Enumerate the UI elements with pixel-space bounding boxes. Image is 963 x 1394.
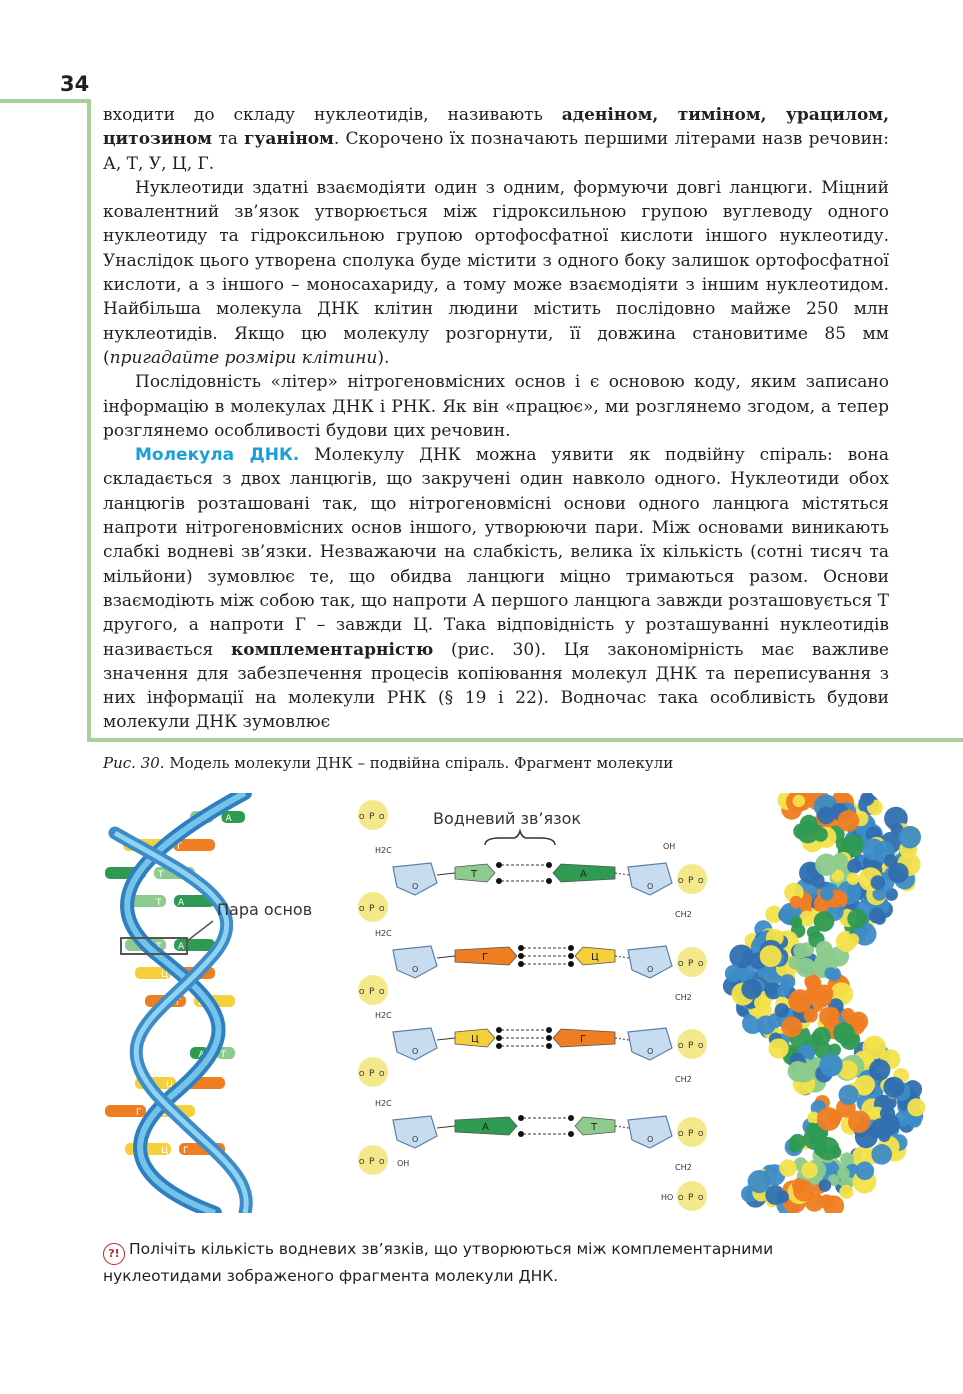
atom-sphere <box>725 965 742 982</box>
bond-atom <box>546 862 552 868</box>
oxygen-label: O <box>359 813 365 821</box>
atom-sphere <box>862 838 884 860</box>
bond-atom <box>496 1043 502 1049</box>
bold-term: гуаніном <box>244 129 334 150</box>
base-letter-right: А <box>178 898 185 908</box>
atom-sphere <box>869 908 885 924</box>
base-letter-right: Г <box>177 842 183 852</box>
glycosidic-bond <box>615 873 629 875</box>
atom-sphere <box>846 933 859 946</box>
ch2-label: CH2 <box>675 910 692 919</box>
bond-atom <box>568 961 574 967</box>
paragraph-4 <box>103 443 889 735</box>
ch2-label: CH2 <box>675 1163 692 1172</box>
ring-oxygen-label: O <box>412 1047 419 1056</box>
oxygen-label: O <box>678 1194 684 1202</box>
phosphorus-label: P <box>369 1069 375 1079</box>
double-helix-diagram <box>105 793 312 1213</box>
margin-rule-top <box>0 99 90 103</box>
h2c-label: H2C <box>375 929 392 938</box>
atom-sphere <box>856 1162 875 1181</box>
paragraph-1 <box>103 103 889 176</box>
figure-30 <box>95 793 963 1213</box>
chem-base-letter: Г <box>580 1034 587 1045</box>
oxygen-label: O <box>359 1158 365 1166</box>
oxygen-label: O <box>678 960 684 968</box>
chem-rows <box>358 800 707 1211</box>
glycosidic-bond <box>615 1126 629 1128</box>
phosphorus-label: P <box>688 959 694 969</box>
margin-rule-left <box>87 99 91 741</box>
atom-sphere <box>907 1098 925 1116</box>
phosphorus-label: P <box>688 1041 694 1051</box>
paragraph-3: Послідовність «літер» нітрогеновмісних основ і є основою коду, яким записано інформацію в молекулах ДНК і РНК. Як він «працює», ми розглянемо згодом, а тепер розглянемо особливості будови цих речовин. <box>103 372 889 441</box>
atom-sphere <box>879 1114 900 1135</box>
base-letter-left: А <box>136 870 143 880</box>
bold-term: аденіном, тиміном, урацилом, цитозином <box>103 105 889 150</box>
base-letter-right: Г <box>188 1080 194 1090</box>
atom-sphere <box>869 1059 890 1080</box>
h2c-label: H2C <box>375 846 392 855</box>
text-run: (рис. 30). Ця закономірність має важливе значення для забезпечення процесів копіювання молекул ДНК та переписування з них інформації на молекули РНК (§ 19 і 22). Водночас така особливість будови молекули ДНК зумовлює <box>103 639 889 733</box>
atom-sphere <box>833 1022 855 1044</box>
hydrogen-bond-brace <box>485 831 555 845</box>
base-letter-left: Ц <box>155 842 162 852</box>
base-letter-left: Г <box>136 1108 142 1118</box>
atom-sphere <box>813 827 828 842</box>
chem-row <box>358 929 707 1005</box>
atom-sphere <box>862 1036 886 1060</box>
oxygen-label: O <box>698 877 704 885</box>
oxygen-label: O <box>379 813 385 821</box>
bond-atom <box>496 862 502 868</box>
oxygen-label: O <box>359 988 365 996</box>
chem-base-letter: А <box>580 869 587 880</box>
chem-base-letter: Ц <box>471 1034 479 1045</box>
atom-sphere <box>883 1077 904 1098</box>
text-run: Молекулу ДНК можна уявити як подвійну спіраль: вона складається з двох ланцюгів, що закручені один навколо одного. Нуклеотиди обох ланцюгів розташовані так, що нітрогеновмісні основи одного ланцюга містяться напроти нітрогеновмісних основ іншого, утворюючи пари. Між основами виникають слабкі водневі зв’язки. Незважаючи на слабкість, велика їх кількість (сотні тисяч та мільйони) зумовлює те, що обидва ланцюги міцно тримаються разом. Основи взаємодіють між собою так, що напроти А першого ланцюга завжди розташовується Т другого, а напроти Г – завжди Ц. Така відповідність у розташуванні нуклеотидів називається <box>103 445 889 660</box>
atom-sphere <box>838 810 860 832</box>
oxygen-label: O <box>379 1070 385 1078</box>
italic-note: пригадайте розміри клітини <box>109 347 378 368</box>
oxygen-label: O <box>698 1130 704 1138</box>
bond-atom <box>518 1131 524 1137</box>
bond-atom <box>496 1027 502 1033</box>
main-text <box>103 103 889 735</box>
base-letter-left: Ц <box>161 1146 168 1156</box>
atom-sphere <box>819 1053 842 1076</box>
atom-sphere <box>729 944 753 968</box>
bond-atom <box>568 1115 574 1121</box>
atom-sphere <box>847 859 862 874</box>
base-letter-left: Т <box>156 942 162 952</box>
bold-term: комплементарністю <box>230 639 434 660</box>
atom-sphere <box>819 1007 839 1027</box>
figure-caption <box>103 754 673 772</box>
bond-atom <box>546 1027 552 1033</box>
atom-sphere <box>829 1110 842 1123</box>
atom-sphere <box>792 1178 807 1193</box>
paragraph-2 <box>103 176 889 370</box>
atom-sphere <box>781 1017 802 1038</box>
bond-atom <box>546 1035 552 1041</box>
phosphorus-label: P <box>369 904 375 914</box>
atom-sphere <box>816 1137 839 1160</box>
oxygen-label: O <box>379 988 385 996</box>
bond-atom <box>518 1115 524 1121</box>
atom-sphere <box>788 1061 809 1082</box>
atom-sphere <box>899 826 921 848</box>
base-letter-left: Г <box>176 998 182 1008</box>
atom-sphere <box>791 994 809 1012</box>
caption-label: Рис. 30 <box>103 754 160 772</box>
oxygen-label: O <box>678 1130 684 1138</box>
atom-sphere <box>848 1110 870 1132</box>
oxygen-label: O <box>698 960 704 968</box>
text-run: та <box>212 129 245 150</box>
atom-sphere <box>871 1144 892 1165</box>
bond-atom <box>496 1035 502 1041</box>
bond-atom <box>518 945 524 951</box>
atom-sphere <box>824 967 836 979</box>
phosphorus-label: P <box>688 1193 694 1203</box>
chem-base-letter: Г <box>482 952 489 963</box>
glycosidic-bond <box>615 1038 629 1040</box>
atom-sphere <box>847 909 867 929</box>
atom-sphere <box>760 945 782 967</box>
atom-sphere <box>756 1015 775 1034</box>
margin-rule-bottom <box>87 738 963 742</box>
oxygen-label: O <box>678 877 684 885</box>
atom-sphere <box>839 1085 859 1105</box>
phosphorus-label: P <box>688 876 694 886</box>
chemical-structure-diagram <box>358 800 707 1211</box>
atom-sphere <box>871 875 886 890</box>
glycosidic-bond <box>437 1126 455 1128</box>
atom-sphere <box>777 985 789 997</box>
glycosidic-bond <box>615 956 629 958</box>
atom-sphere <box>856 1075 875 1094</box>
oxygen-label: O <box>379 905 385 913</box>
h2c-label: H2C <box>375 1011 392 1020</box>
phosphorus-label: P <box>688 1129 694 1139</box>
atom-sphere <box>812 1027 831 1046</box>
question-icon: ?! <box>103 1243 125 1265</box>
bond-atom <box>568 953 574 959</box>
atom-sphere <box>793 795 805 807</box>
atom-sphere <box>788 956 802 970</box>
base-letter-right: А <box>178 942 185 952</box>
atom-sphere <box>819 1179 832 1192</box>
atom-sphere <box>769 1038 789 1058</box>
space-filling-model <box>723 793 925 1213</box>
dna-figure-svg <box>95 793 963 1213</box>
bond-atom <box>518 961 524 967</box>
caption-text: . Модель молекули ДНК – подвійна спіраль. Фрагмент молекули <box>159 754 674 772</box>
base-letter-right: Т <box>158 870 164 880</box>
glycosidic-bond <box>437 873 455 875</box>
atom-sphere <box>748 1170 771 1193</box>
ch2-label: CH2 <box>675 1075 692 1084</box>
bond-atom <box>546 1043 552 1049</box>
atom-sphere <box>790 896 803 909</box>
h2c-label: H2C <box>375 1099 392 1108</box>
phosphorus-label: P <box>369 812 375 822</box>
chem-base-letter: А <box>482 1122 489 1133</box>
atom-sphere <box>775 1003 790 1018</box>
base-letter-right: А <box>225 814 232 824</box>
atom-sphere <box>814 990 831 1007</box>
oxygen-label: O <box>698 1194 704 1202</box>
atom-sphere <box>816 941 833 958</box>
ring-oxygen-label: O <box>412 882 419 891</box>
atom-sphere <box>779 1159 797 1177</box>
ring-oxygen-label: O <box>412 1135 419 1144</box>
atom-sphere <box>837 1167 849 1179</box>
base-letter-left: Т <box>156 898 162 908</box>
pair-label: Пара основ <box>217 900 313 919</box>
bond-atom <box>546 878 552 884</box>
base-letter-left: А <box>198 1050 205 1060</box>
oxygen-label: O <box>379 1158 385 1166</box>
glycosidic-bond <box>437 956 455 958</box>
atom-sphere <box>776 1190 789 1203</box>
base-letter-right: Т <box>220 1050 226 1060</box>
ring-oxygen-label: O <box>647 1135 654 1144</box>
phosphorus-label: P <box>369 987 375 997</box>
atom-sphere <box>820 887 834 901</box>
ch2-label: CH2 <box>675 993 692 1002</box>
bond-atom <box>518 953 524 959</box>
oxygen-label: O <box>698 1042 704 1050</box>
ring-oxygen-label: O <box>412 965 419 974</box>
oh-label: OH <box>663 842 676 851</box>
base-letter-right: Ц <box>198 998 205 1008</box>
chem-row <box>358 1011 707 1087</box>
chem-base-letter: Ц <box>591 952 599 963</box>
oh-label: OH <box>397 1159 410 1168</box>
base-letter-right: Г <box>183 1146 189 1156</box>
ring-oxygen-label: O <box>647 882 654 891</box>
glycosidic-bond <box>437 1038 455 1040</box>
base-letter-right: Ц <box>158 1108 165 1118</box>
atom-sphere <box>839 1185 853 1199</box>
base-letter-left: Ц <box>166 1080 173 1090</box>
base-letter-right: Г <box>183 970 189 980</box>
text-run: входити до складу нуклеотидів, називають <box>103 105 562 125</box>
atom-sphere <box>884 854 898 868</box>
atom-sphere <box>790 916 802 928</box>
atom-sphere <box>789 1134 805 1150</box>
text-run: . Скорочено їх позначають першими літерами назв речовин: А, Т, У, Ц, Г. <box>103 129 889 174</box>
page-number: 34 <box>60 72 90 96</box>
oxygen-label: O <box>678 1042 684 1050</box>
text-run: ). <box>377 347 390 368</box>
bond-atom <box>568 945 574 951</box>
hydrogen-bond-label: Водневий зв’язок <box>433 809 582 828</box>
pair-label-leader <box>187 921 213 941</box>
section-heading: Молекула ДНК. <box>135 445 300 466</box>
atom-sphere <box>741 979 762 1000</box>
atom-sphere <box>801 1162 818 1179</box>
chem-base-letter: Т <box>591 1122 598 1133</box>
question-block <box>103 1238 893 1288</box>
chem-row <box>358 1099 707 1211</box>
bond-atom <box>496 878 502 884</box>
oxygen-label: O <box>359 1070 365 1078</box>
atom-sphere <box>814 911 835 932</box>
question-text: Полічіть кількість водневих зв’язків, що утворюються між комплементарними нуклеотидами зображеного фрагмента молекули ДНК. <box>103 1240 774 1285</box>
atom-sphere <box>810 873 824 887</box>
atom-sphere <box>832 853 848 869</box>
base-letter-left: Ц <box>161 970 168 980</box>
text-run: Нуклеотиди здатні взаємодіяти один з одним, формуючи довгі ланцюги. Міцний ковалентний зв’язок утворюється між гідроксильною групою вуглеводу одного нуклеотиду та гідроксильною групою ортофосфатної кислоти іншого нуклеотиду. Унаслідок цього утворена сполука буде містити з одного боку залишок ортофосфатної кислоти, а з іншого – моносахариду, а тому може взаємодіяти з іншим нуклеотидом. Найбільша молекула ДНК клітин людини містить послідовно майже 250 млн нуклеотидів. Якщо цю молекулу розгорнути, її довжина становитиме 85 мм ( <box>103 177 889 368</box>
ring-oxygen-label: O <box>647 965 654 974</box>
atom-sphere <box>847 872 859 884</box>
ho-label: HO <box>661 1193 674 1202</box>
chem-base-letter: Т <box>471 869 478 880</box>
ring-oxygen-label: O <box>647 1047 654 1056</box>
bond-atom <box>568 1131 574 1137</box>
oxygen-label: O <box>359 905 365 913</box>
phosphorus-label: P <box>369 1157 375 1167</box>
